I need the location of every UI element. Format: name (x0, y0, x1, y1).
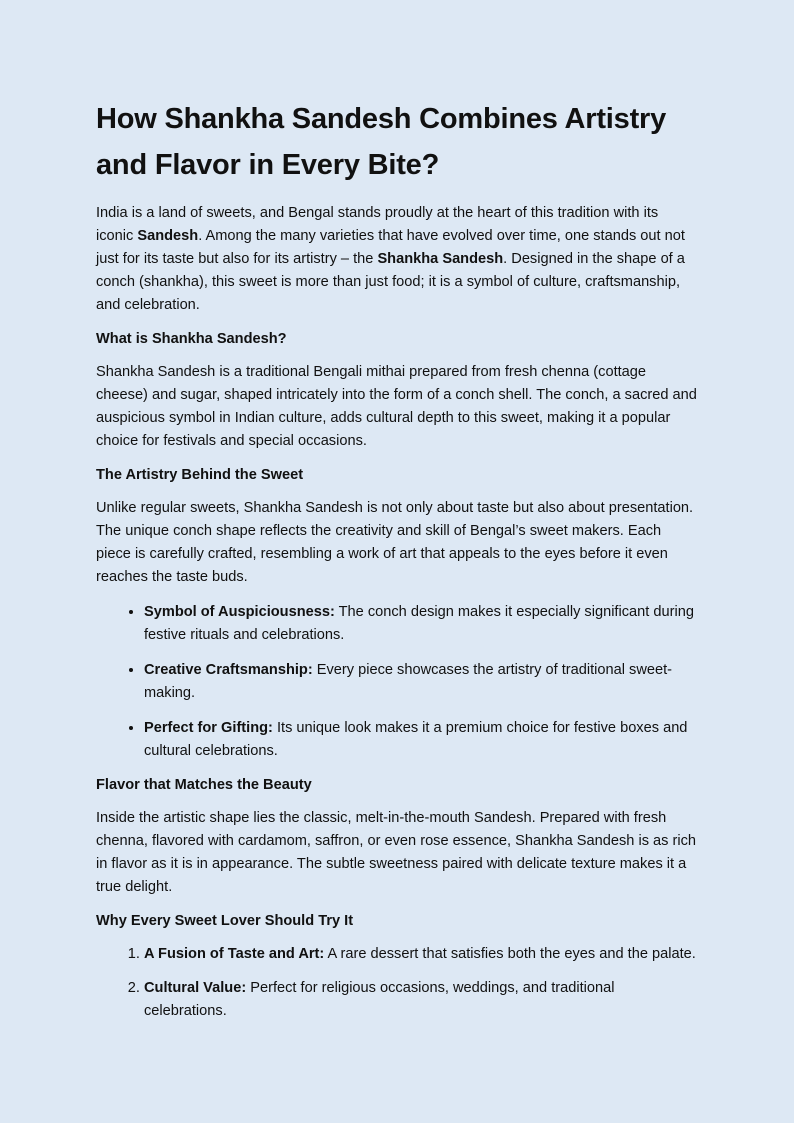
intro-paragraph (96, 202, 698, 317)
list-item (144, 943, 698, 966)
list-item (144, 716, 698, 763)
list-item-label: Symbol of Auspiciousness: (144, 604, 335, 620)
section-body-flavor: Inside the artistic shape lies the classic, melt-in-the-mouth Sandesh. Prepared with fresh chenna, flavored with cardamom, saffron, or even rose essence, Shankha Sandesh is as rich in flavor as it is in appearance. The subtle sweetness paired with delicate texture makes it a true delight. (96, 810, 697, 895)
list-item-label: Perfect for Gifting: (144, 720, 273, 736)
artistry-bullet-list (96, 600, 698, 763)
intro-text-3: . Designed in the shape of a conch (shankha), this sweet is more than just food; it is a symbol of culture, craftsmanship, and celebration. (96, 251, 685, 313)
list-item-text: A rare dessert that satisfies both the eyes and the palate. (324, 946, 696, 962)
list-item-label: Creative Craftsmanship: (144, 662, 313, 678)
intro-bold-shankha-sandesh: Shankha Sandesh (377, 251, 504, 267)
section-body-what-is: Shankha Sandesh is a traditional Bengali mithai prepared from fresh chenna (cottage cheese) and sugar, shaped intricately into the form of a conch shell. The conch, a sacred and auspicious symbol in Indian culture, adds cultural depth to this sweet, making it a popular choice for festivals and special occasions. (96, 364, 697, 449)
list-item (144, 658, 698, 705)
list-item-label: Cultural Value: (144, 980, 247, 996)
section-heading-flavor: Flavor that Matches the Beauty (96, 777, 312, 793)
list-item-text: Every piece showcases the artistry of traditional sweet-making. (144, 662, 673, 701)
list-item-label: A Fusion of Taste and Art: (144, 946, 325, 962)
list-item (144, 600, 698, 647)
intro-text-2: . Among the many varieties that have evolved over time, one stands out not just for its taste but also for its artistry – the (96, 228, 685, 267)
section-heading-what-is: What is Shankha Sandesh? (96, 331, 287, 347)
list-item (144, 977, 698, 1023)
section-body-artistry: Unlike regular sweets, Shankha Sandesh is not only about taste but also about presentation. The unique conch shape reflects the creativity and skill of Bengal’s sweet makers. Each piece is carefully crafted, resembling a work of art that appeals to the eyes before it even reaches the taste buds. (96, 500, 694, 585)
why-try-numbered-list (96, 943, 698, 1023)
list-item-text: Its unique look makes it a premium choice for festive boxes and cultural celebrations. (144, 720, 688, 759)
page-title: How Shankha Sandesh Combines Artistry and Flavor in Every Bite? (96, 103, 667, 181)
section-heading-artistry: The Artistry Behind the Sweet (96, 467, 304, 483)
list-item-text: Perfect for religious occasions, weddings, and traditional celebrations. (144, 980, 615, 1019)
section-heading-why-try: Why Every Sweet Lover Should Try It (96, 913, 354, 929)
intro-bold-sandesh: Sandesh (137, 228, 199, 244)
intro-text-1: India is a land of sweets, and Bengal stands proudly at the heart of this tradition with its iconic (96, 205, 659, 244)
list-item-text: The conch design makes it especially significant during festive rituals and celebrations. (144, 604, 694, 643)
